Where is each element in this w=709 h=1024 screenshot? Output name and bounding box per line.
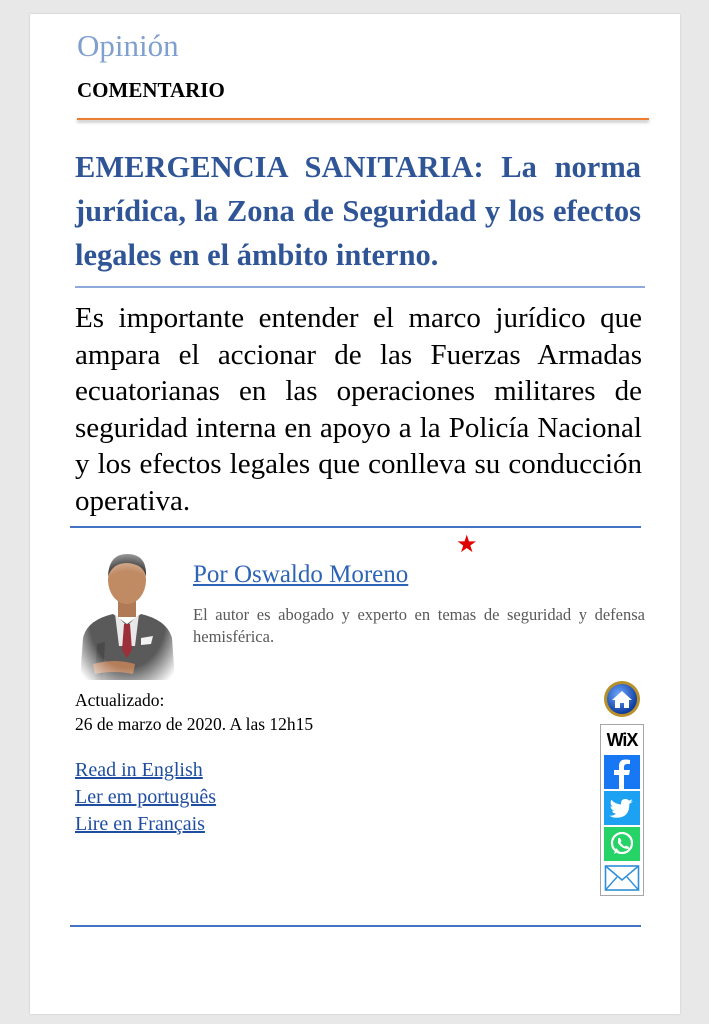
category-label: COMENTARIO — [77, 78, 225, 102]
twitter-icon[interactable] — [604, 791, 640, 825]
author-avatar — [75, 546, 180, 680]
link-read-in-english[interactable]: Read in English — [75, 759, 203, 781]
footer-divider — [70, 925, 641, 927]
facebook-icon[interactable] — [604, 755, 640, 789]
email-icon[interactable] — [604, 863, 640, 897]
section-title: Opinión — [77, 28, 179, 63]
updated-date: 26 de marzo de 2020. A las 12h15 — [75, 714, 314, 734]
article-lead: Es importante entender el marco jurídico que ampara el accionar de las Fuerzas Armadas ecuatorianas en las operaciones militares de seguridad interna en apoyo a la Policía Nacional y los efectos legales que conlleva su conducción operativa. — [75, 302, 642, 517]
lead-divider — [70, 526, 641, 528]
article-headline: EMERGENCIA SANITARIA: La norma jurídica, la Zona de Seguridad y los efectos legales en el ámbito interno. — [75, 150, 641, 272]
author-name-link[interactable]: Por Oswaldo Moreno — [193, 561, 409, 588]
updated-label: Actualizado: — [75, 690, 165, 710]
headline-divider — [75, 286, 645, 288]
author-bio: El autor es abogado y experto en temas de seguridad y defensa hemisférica. — [193, 605, 645, 646]
link-lire-en-francais[interactable]: Lire en Français — [75, 813, 205, 835]
whatsapp-icon[interactable] — [604, 827, 640, 861]
share-icons-panel — [600, 724, 644, 896]
link-ler-em-portugues[interactable]: Ler em português — [75, 786, 217, 808]
header-divider — [77, 118, 649, 120]
star-icon: ★ — [456, 532, 478, 558]
wix-icon[interactable]: WiX — [606, 730, 638, 750]
home-icon[interactable] — [603, 680, 641, 718]
language-links — [75, 757, 216, 838]
